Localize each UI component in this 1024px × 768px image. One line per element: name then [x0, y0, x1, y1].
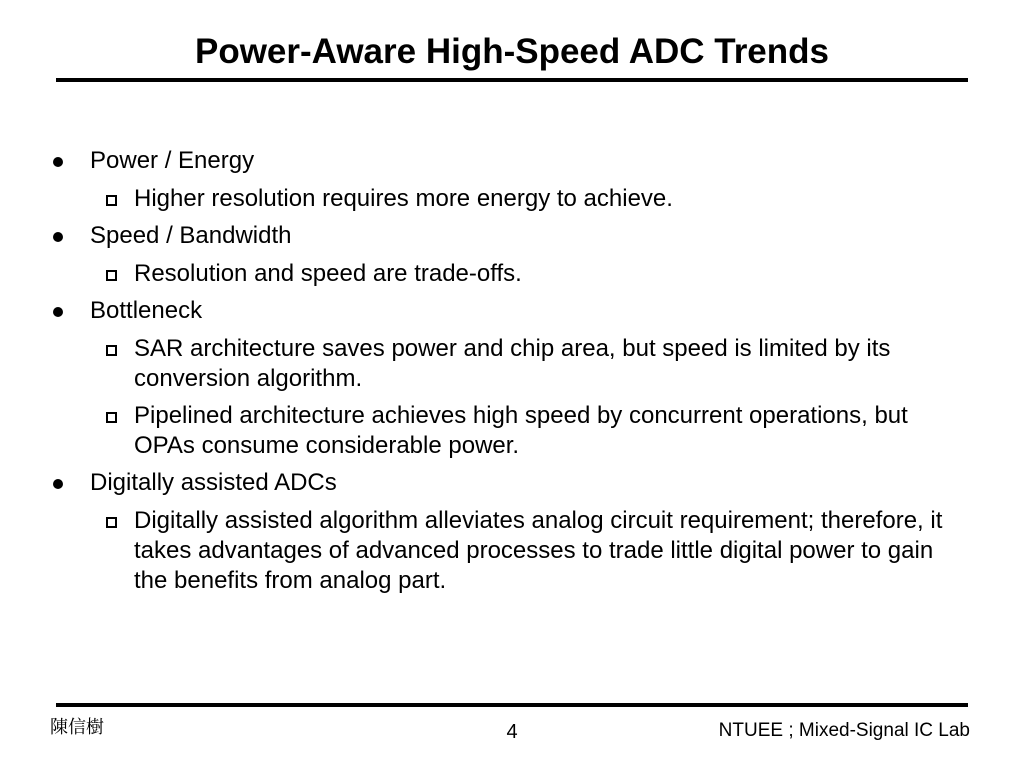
bullet-text: Digitally assisted ADCs: [90, 469, 337, 496]
sub-bullet-text: Higher resolution requires more energy to achieve.: [134, 185, 673, 212]
sub-bullet-item: [0, 506, 1024, 596]
title-divider: [56, 78, 968, 82]
slide-title: Power-Aware High-Speed ADC Trends: [194, 32, 830, 71]
round-bullet-icon: [53, 307, 63, 317]
square-bullet-icon: [106, 517, 117, 528]
footer-divider: [56, 703, 968, 707]
sub-bullet-text: Pipelined architecture achieves high speed by concurrent operations, but OPAs consume considerable power.: [134, 402, 908, 459]
sub-bullet-item: [0, 401, 1024, 461]
sub-bullet-item: [0, 334, 1024, 394]
bullet-item-digitally-assisted: [0, 468, 1024, 498]
square-bullet-icon: [106, 270, 117, 281]
round-bullet-icon: [53, 479, 63, 489]
round-bullet-icon: [53, 157, 63, 167]
bullet-item-power-energy: [0, 146, 1024, 176]
footer-author: 陳信樹: [50, 717, 104, 738]
square-bullet-icon: [106, 412, 117, 423]
bullet-text: Bottleneck: [90, 297, 203, 324]
sub-bullet-item: [0, 259, 1024, 289]
bullet-text: Power / Energy: [90, 147, 255, 174]
bullet-item-bottleneck: [0, 296, 1024, 326]
page-number: 4: [506, 721, 518, 743]
sub-bullet-item: [0, 184, 1024, 214]
sub-bullet-text: Resolution and speed are trade-offs.: [134, 260, 522, 287]
sub-bullet-text: SAR architecture saves power and chip area, but speed is limited by its conversion algorithm.: [134, 335, 891, 392]
footer-lab-name: NTUEE ; Mixed-Signal IC Lab: [718, 720, 970, 741]
sub-bullet-text: Digitally assisted algorithm alleviates analog circuit requirement; therefore, it takes advantages of advanced processes to trade little digital power to gain the benefits from analog part.: [134, 507, 943, 594]
bullet-item-speed-bandwidth: [0, 221, 1024, 251]
round-bullet-icon: [53, 232, 63, 242]
square-bullet-icon: [106, 345, 117, 356]
bullet-text: Speed / Bandwidth: [90, 222, 292, 249]
bullet-list: [0, 146, 1024, 603]
square-bullet-icon: [106, 195, 117, 206]
